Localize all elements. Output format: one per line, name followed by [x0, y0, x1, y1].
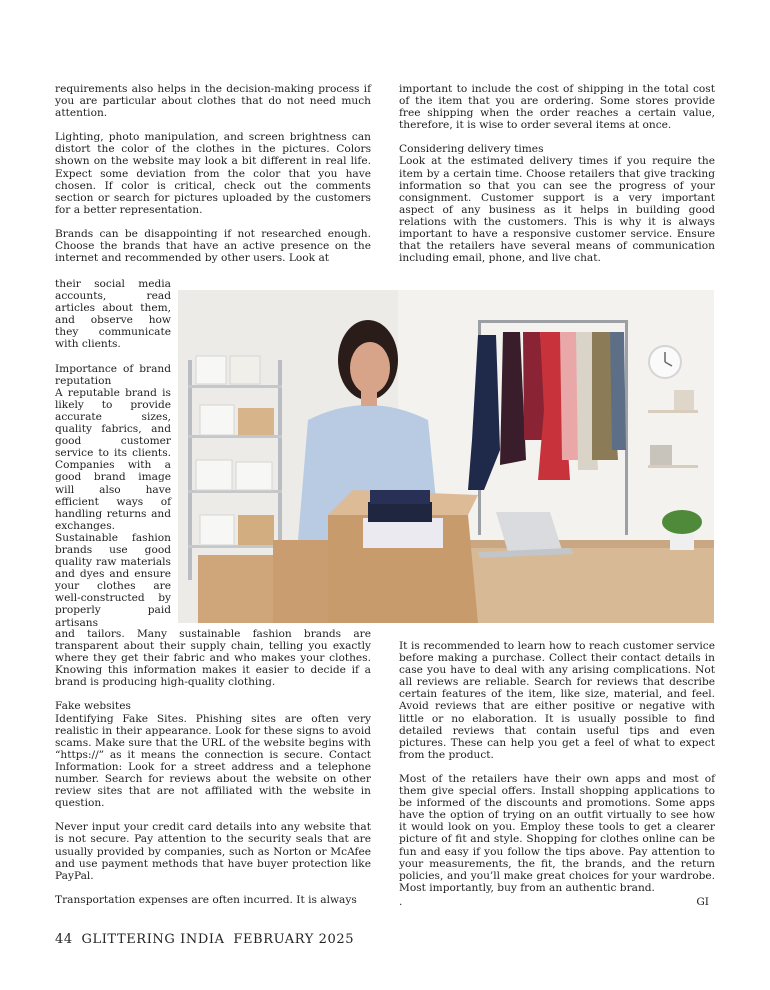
paragraph-fabric-care: requirements also helps in the decision-making process if you are particular about clothes that do not need much attention.: [55, 83, 371, 120]
page-number: 44: [55, 932, 73, 947]
heading-brand-reputation: Importance of brand reputation: [55, 362, 171, 387]
paragraph-sustainable-brands: and tailors. Many sustainable fashion brands are transparent about their supply chain, telling you exactly where they get their fabric and who makes your clothes. Knowing this information makes it easier to decide if a brand is producing high-quality clothing.: [55, 628, 371, 689]
signature-dot: .: [399, 895, 403, 908]
right-column-bottom: [399, 640, 715, 908]
paragraph-brand-reputation: A reputable brand is likely to provide accurate sizes, quality fabrics, and good customer service to its clients. Companies with a good brand image will also have efficient ways of handling returns and exchanges. Sustainable fashion brands use good quality raw materials and dyes and ensure your clothes are well-constructed by properly paid artisans: [55, 386, 171, 629]
paragraph-color-accuracy: Lighting, photo manipulation, and screen brightness can distort the color of the clothes in the pictures. Colors shown on the website may look a bit different in real life. Expect some deviation from the color that you have chosen. If color is critical, check out the comments section or search for pictures uploaded by the customers for a better representation.: [55, 131, 371, 216]
paragraph-delivery-times: Look at the estimated delivery times if you require the item by a certain time. Choose retailers that give tracking information so that you can see the progress of your consignment. Customer support is a very important aspect of any business as it helps in building good relations with the customers. This is why it is always important to have a responsive customer service. Ensure that the retailers have several means of communication including email, phone, and live chat.: [399, 155, 715, 265]
heading-delivery-times: Considering delivery times: [399, 143, 544, 156]
paragraph-transportation: Transportation expenses are often incurred. It is always: [55, 893, 357, 906]
left-column-wrap: [55, 278, 171, 641]
paragraph-brand-research: Brands can be disappointing if not researched enough. Choose the brands that have an active presence on the internet and recommended by other users. Look at: [55, 227, 371, 265]
page-footer: [55, 932, 358, 947]
paragraph-shipping-cost: important to include the cost of shipping in the total cost of the item that you are ordering. Some stores provide free shipping when the order reaches a certain value, therefore, it is wise to order several items at once.: [399, 83, 715, 132]
paragraph-fake-sites: Identifying Fake Sites. Phishing sites are often very realistic in their appearance. Look for these signs to avoid scams. Make sure that the URL of the website begins with “https://” as it means the connection is secure. Contact Information: Look for a street address and a telephone number. Search for reviews about the website on other review sites that are not affiliated with the website in question.: [55, 712, 371, 810]
paragraph-shopping-apps: Most of the retailers have their own apps and most of them give special offers. Install shopping applications to be informed of the discounts and promotions. Some apps have the option of trying on an outfit virtually to see how it would look on you. Employ these tools to get a clearer picture of fit and style. Shopping for clothes online can be fun and easy if you follow the tips above. Pay attention to your measurements, the fit, the brands, and the return policies, and you’ll make great choices for your wardrobe. Most importantly, buy from an authentic brand.: [399, 772, 715, 894]
woman-packing-clothes-illustration: [178, 290, 714, 623]
right-column-top: [399, 83, 715, 276]
article-signature: [399, 896, 715, 908]
paragraph-social-media: their social media accounts, read articles about them, and observe how they communicate with clients.: [55, 278, 171, 351]
heading-fake-websites: Fake websites: [55, 700, 131, 713]
publication-name: GLITTERING INDIA: [81, 932, 225, 947]
issue-date: FEBRUARY 2025: [233, 932, 355, 947]
left-column-bottom: [55, 628, 371, 918]
paragraph-customer-service: It is recommended to learn how to reach customer service before making a purchase. Collect their contact details in case you have to deal with any arising complications. Not all reviews are reliable. Search for reviews that describe certain features of the item, like size, material, and feel. Avoid reviews that are either positive or negative with little or no elaboration. It is usually possible to find detailed reviews that contain useful tips and even pictures. These can help you get a feel of what to expect from the product.: [399, 640, 715, 761]
article-photo: [178, 290, 714, 623]
signature-initials: GI: [696, 895, 709, 908]
left-column-top: [55, 83, 371, 276]
paragraph-credit-card: Never input your credit card details into any website that is not secure. Pay attention to the security seals that are usually provided by companies, such as Norton or McAfee and use payment methods that have buyer protection like PayPal.: [55, 821, 371, 882]
